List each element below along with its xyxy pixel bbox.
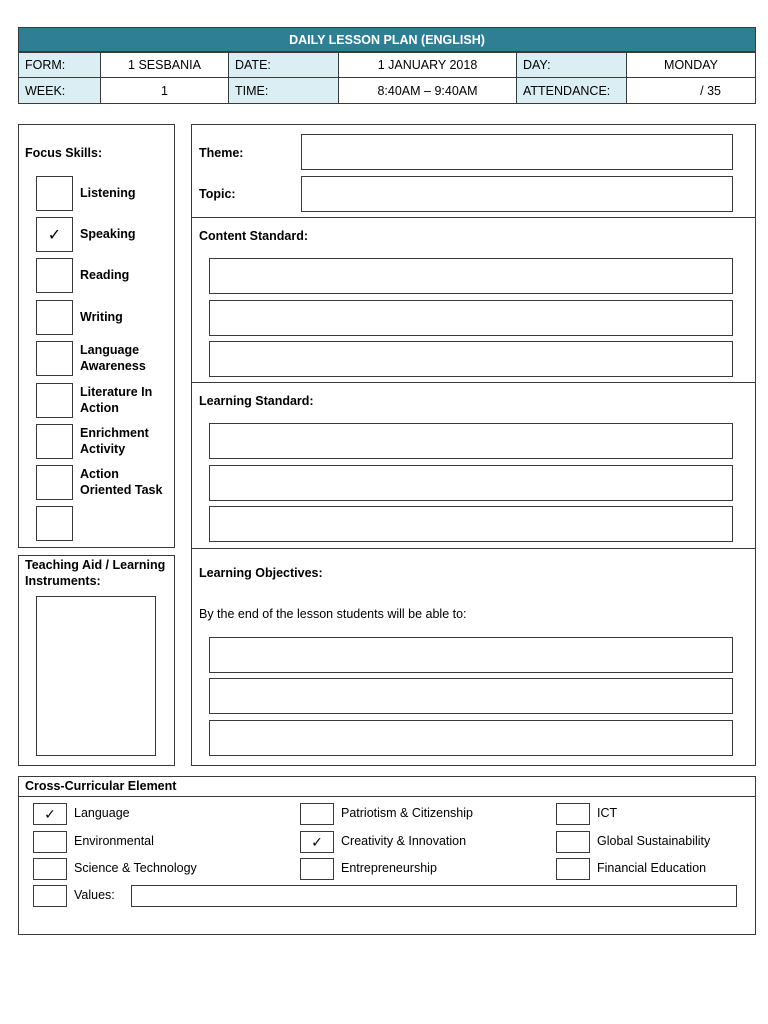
- cross-curricular-label: Values:: [74, 888, 115, 902]
- date-value[interactable]: 1 JANUARY 2018: [338, 52, 517, 78]
- cross-curricular-label: Creativity & Innovation: [341, 834, 467, 848]
- cross-curricular-heading: Cross-Curricular Element: [25, 779, 177, 793]
- focus-skill-label: Listening: [80, 186, 136, 200]
- divider: [191, 548, 756, 549]
- focus-skill-checkbox[interactable]: [36, 506, 73, 541]
- form-label: FORM:: [18, 52, 101, 78]
- learning-objective-input-1[interactable]: [209, 637, 733, 673]
- focus-skill-label: Speaking: [80, 227, 136, 241]
- content-standard-input-2[interactable]: [209, 300, 733, 336]
- cross-curricular-label: Patriotism & Citizenship: [341, 806, 473, 820]
- focus-skill-label: Reading: [80, 268, 130, 282]
- content-standard-input-1[interactable]: [209, 258, 733, 294]
- form-value[interactable]: 1 SESBANIA: [100, 52, 229, 78]
- focus-skill-checkbox[interactable]: [36, 424, 73, 459]
- focus-skill-checkbox[interactable]: [36, 176, 73, 211]
- week-value[interactable]: 1: [100, 77, 229, 104]
- focus-skill-label: Action Oriented Task: [80, 467, 163, 497]
- values-input[interactable]: [131, 885, 737, 907]
- objectives-intro: By the end of the lesson students will be able to:: [199, 607, 467, 621]
- cross-curricular-label: Entrepreneurship: [341, 861, 437, 875]
- cross-curricular-label: ICT: [597, 806, 618, 820]
- teaching-aid-heading: Teaching Aid / Learning Instruments:: [25, 558, 166, 588]
- teaching-aid-input[interactable]: [36, 596, 156, 756]
- learning-standard-input-1[interactable]: [209, 423, 733, 459]
- cross-curricular-checkbox[interactable]: [556, 858, 590, 880]
- theme-input[interactable]: [301, 134, 733, 170]
- cross-curricular-checkbox[interactable]: [33, 858, 67, 880]
- divider: [191, 217, 756, 218]
- focus-skill-checkbox[interactable]: [36, 383, 73, 418]
- cross-curricular-checkbox[interactable]: [300, 858, 334, 880]
- learning-standard-input-3[interactable]: [209, 506, 733, 542]
- date-label: DATE:: [228, 52, 339, 78]
- day-value[interactable]: MONDAY: [626, 52, 756, 78]
- attendance-value[interactable]: / 35: [626, 77, 756, 104]
- focus-skill-checkbox[interactable]: [36, 341, 73, 376]
- content-standard-input-3[interactable]: [209, 341, 733, 377]
- divider: [191, 382, 756, 383]
- cross-curricular-checkbox[interactable]: [556, 831, 590, 853]
- topic-label: Topic:: [199, 187, 236, 201]
- cross-curricular-checkbox[interactable]: ✓: [300, 831, 334, 853]
- divider: [18, 796, 756, 797]
- time-label: TIME:: [228, 77, 339, 104]
- attendance-label: ATTENDANCE:: [516, 77, 627, 104]
- day-label: DAY:: [516, 52, 627, 78]
- focus-skill-label: Language Awareness: [80, 343, 146, 373]
- content-standard-label: Content Standard:: [199, 229, 309, 243]
- lesson-plan-title: DAILY LESSON PLAN (ENGLISH): [18, 27, 756, 52]
- cross-curricular-checkbox[interactable]: [556, 803, 590, 825]
- cross-curricular-label: Language: [74, 806, 130, 820]
- cross-curricular-label: Global Sustainability: [597, 834, 711, 848]
- cross-curricular-checkbox[interactable]: [33, 885, 67, 907]
- focus-skill-label: Enrichment Activity: [80, 426, 149, 456]
- theme-label: Theme:: [199, 146, 244, 160]
- learning-standard-input-2[interactable]: [209, 465, 733, 501]
- cross-curricular-checkbox[interactable]: [300, 803, 334, 825]
- focus-skill-label: Literature In Action: [80, 385, 153, 415]
- learning-objectives-label: Learning Objectives:: [199, 566, 323, 580]
- cross-curricular-label: Environmental: [74, 834, 154, 848]
- focus-skills-heading: Focus Skills:: [25, 146, 103, 160]
- learning-objective-input-2[interactable]: [209, 678, 733, 714]
- cross-curricular-checkbox[interactable]: [33, 831, 67, 853]
- week-label: WEEK:: [18, 77, 101, 104]
- focus-skill-checkbox[interactable]: [36, 300, 73, 335]
- cross-curricular-label: Financial Education: [597, 861, 707, 875]
- focus-skill-checkbox[interactable]: [36, 258, 73, 293]
- topic-input[interactable]: [301, 176, 733, 212]
- cross-curricular-panel: [18, 776, 756, 935]
- focus-skill-checkbox[interactable]: [36, 465, 73, 500]
- cross-curricular-checkbox[interactable]: ✓: [33, 803, 67, 825]
- focus-skill-label: Writing: [80, 310, 123, 324]
- time-value[interactable]: 8:40AM – 9:40AM: [338, 77, 517, 104]
- learning-standard-label: Learning Standard:: [199, 394, 314, 408]
- learning-objective-input-3[interactable]: [209, 720, 733, 756]
- focus-skill-checkbox[interactable]: ✓: [36, 217, 73, 252]
- cross-curricular-label: Science & Technology: [74, 861, 197, 875]
